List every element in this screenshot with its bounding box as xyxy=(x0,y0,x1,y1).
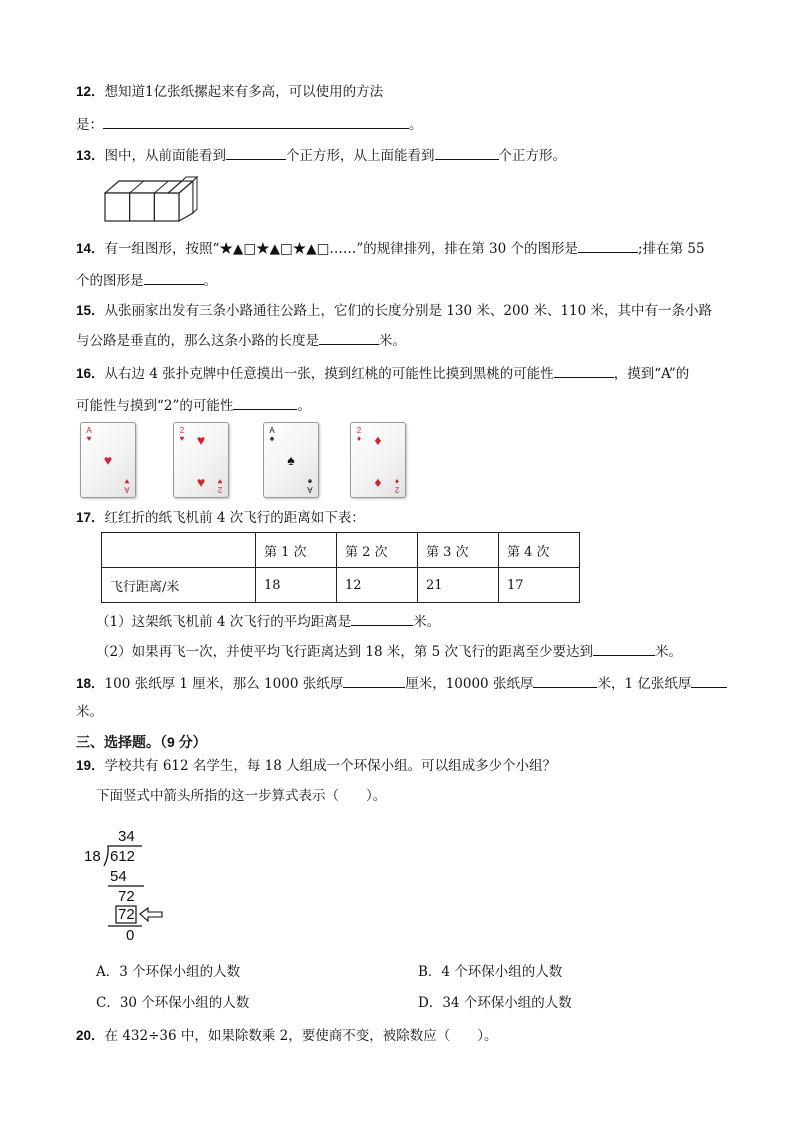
question-number: 14． xyxy=(76,241,105,256)
question-number: 12． xyxy=(76,84,105,99)
partial-product-1: 54 xyxy=(110,868,127,885)
answer-blank-top[interactable] xyxy=(435,145,499,160)
divisor: 18 xyxy=(84,848,101,865)
table-cell xyxy=(102,533,256,568)
answer-blank-heart-vs-spade[interactable] xyxy=(554,363,614,378)
question-17 xyxy=(76,508,365,528)
question-text: 下面竖式中箭头所指的这一步算式表示（ ）。 xyxy=(96,788,387,804)
question-13 xyxy=(76,145,566,166)
question-14 xyxy=(76,238,705,259)
playing-card-two-of-diamonds: 2 ♦ ♦ ♦ 2 ♦ xyxy=(350,422,406,498)
question-14-line2 xyxy=(76,270,217,291)
table-cell: 12 xyxy=(337,568,418,603)
remainder: 0 xyxy=(126,927,135,944)
question-18 xyxy=(76,673,727,694)
question-text: 厘米，10000 张纸厚 xyxy=(405,676,534,692)
question-17-sub1 xyxy=(96,611,440,632)
question-text: 从右边 4 张扑克牌中任意摸出一张，摸到红桃的可能性比摸到黑桃的可能性 xyxy=(104,366,554,382)
question-19 xyxy=(76,756,556,776)
table-cell: 飞行距离/米 xyxy=(102,568,256,603)
flight-distance-table xyxy=(101,532,580,603)
question-text: 想知道1亿张纸摞起来有多高，可以使用的方法 xyxy=(104,84,384,100)
answer-blank[interactable] xyxy=(351,611,413,626)
answer-blank-a-vs-2[interactable] xyxy=(233,395,297,410)
partial-product-2-boxed: 72 xyxy=(118,906,135,923)
question-text: 图中，从前面能看到 xyxy=(104,148,227,164)
question-text: 个正方形。 xyxy=(498,148,567,164)
question-text: 有一组图形，按照“★▲□★▲□★▲□……”的规律排列，排在第 30 个的图形是 xyxy=(104,241,579,257)
question-12-answer-line xyxy=(76,114,423,135)
table-cell: 18 xyxy=(256,568,337,603)
table-cell: 第 1 次 xyxy=(256,533,337,568)
question-number: 15． xyxy=(76,303,105,318)
playing-card-ace-of-hearts: A ♥ ♥ A ♥ xyxy=(80,422,136,498)
question-15-line2 xyxy=(76,330,406,351)
question-18-line2 xyxy=(76,702,103,722)
partial-remainder: 72 xyxy=(118,888,135,905)
answer-blank-10000[interactable] xyxy=(533,673,597,688)
question-19-line2 xyxy=(96,786,386,806)
diamond-icon: ♦ xyxy=(374,474,382,490)
answer-blank[interactable] xyxy=(593,641,655,656)
question-text: 可能性与摸到“2”的可能性 xyxy=(76,398,234,414)
answer-blank[interactable] xyxy=(319,330,379,345)
answer-blank-100m[interactable] xyxy=(691,673,727,688)
question-text: 米。 xyxy=(76,704,103,720)
question-text: 与公路是垂直的，那么这条小路的长度是 xyxy=(76,333,319,349)
answer-suffix: 。 xyxy=(409,117,423,133)
table-cell: 第 3 次 xyxy=(418,533,499,568)
question-text: 学校共有 612 名学生，每 18 人组成一个环保小组。可以组成多少个小组？ xyxy=(104,758,557,774)
playing-card-ace-of-spades: A ♠ ♠ A ♠ xyxy=(263,422,319,498)
question-16-line2 xyxy=(76,395,311,416)
answer-blank-1000[interactable] xyxy=(343,673,405,688)
question-number: 19． xyxy=(76,758,105,773)
heart-icon: ♥ xyxy=(196,474,206,490)
three-cubes-figure xyxy=(104,176,204,222)
long-division-figure xyxy=(82,826,182,946)
playing-card-two-of-hearts: 2 ♥ ♥ ♥ 2 ♥ xyxy=(173,422,229,498)
table-cell: 第 2 次 xyxy=(337,533,418,568)
option-d[interactable]: D．34 个环保小组的人数 xyxy=(418,995,572,1011)
question-text: 米，1 亿张纸厚 xyxy=(597,676,692,692)
question-15 xyxy=(76,301,712,321)
quotient: 34 xyxy=(118,828,135,845)
option-c[interactable]: C．30 个环保小组的人数 xyxy=(96,995,250,1011)
question-text: 从张丽家出发有三条小路通往公路上，它们的长度分别是 130 米、200 米、110 米，其中有一条小路 xyxy=(104,303,712,319)
question-text: 。 xyxy=(203,273,217,289)
question-text: 个正方形，从上面能看到 xyxy=(286,148,435,164)
spade-icon: ♠ xyxy=(287,452,295,468)
answer-blank-30th[interactable] xyxy=(578,238,638,253)
dividend: 612 xyxy=(110,848,136,865)
option-a[interactable]: A．3 个环保小组的人数 xyxy=(96,964,241,980)
answer-blank[interactable] xyxy=(103,114,409,129)
question-text: 。 xyxy=(297,398,311,414)
question-text: ，摸到“A”的 xyxy=(613,366,690,382)
answer-blank-front[interactable] xyxy=(226,145,286,160)
question-number: 16． xyxy=(76,366,105,381)
answer-prefix: 是： xyxy=(76,117,103,133)
table-cell: 17 xyxy=(499,568,580,603)
table-cell: 21 xyxy=(418,568,499,603)
question-number: 20． xyxy=(76,1028,105,1043)
question-text: （2）如果再飞一次，并使平均飞行距离达到 18 米，第 5 次飞行的距离至少要达到 xyxy=(96,644,594,660)
question-text: 米。 xyxy=(413,614,441,630)
question-text: 米。 xyxy=(655,644,683,660)
question-20 xyxy=(76,1026,498,1046)
table-cell: 第 4 次 xyxy=(499,533,580,568)
question-number: 18． xyxy=(76,676,105,691)
question-text: ;排在第 55 xyxy=(638,241,705,257)
question-text: 红红折的纸飞机前 4 次飞行的距离如下表： xyxy=(104,510,365,526)
question-number: 17． xyxy=(76,510,105,525)
question-text: 米。 xyxy=(379,333,406,349)
heart-icon: ♥ xyxy=(103,452,113,468)
table-header-row xyxy=(102,533,580,568)
diamond-icon: ♦ xyxy=(374,432,382,448)
heart-icon: ♥ xyxy=(196,432,206,448)
answer-blank-55th[interactable] xyxy=(144,270,204,285)
question-text: （1）这架纸飞机前 4 次飞行的平均距离是 xyxy=(96,614,352,630)
question-17-sub2 xyxy=(96,641,682,662)
question-16 xyxy=(76,363,689,384)
question-12 xyxy=(76,82,383,102)
section-title: 三、选择题。（9 分） xyxy=(76,734,207,750)
table-row xyxy=(102,568,580,603)
option-b[interactable]: B．4 个环保小组的人数 xyxy=(418,964,563,980)
question-text: 个的图形是 xyxy=(76,273,144,289)
question-text: 100 张纸厚 1 厘米，那么 1000 张纸厚 xyxy=(104,676,344,692)
question-text: 在 432÷36 中，如果除数乘 2，要使商不变，被除数应（ ）。 xyxy=(104,1028,498,1044)
question-number: 13． xyxy=(76,148,105,163)
